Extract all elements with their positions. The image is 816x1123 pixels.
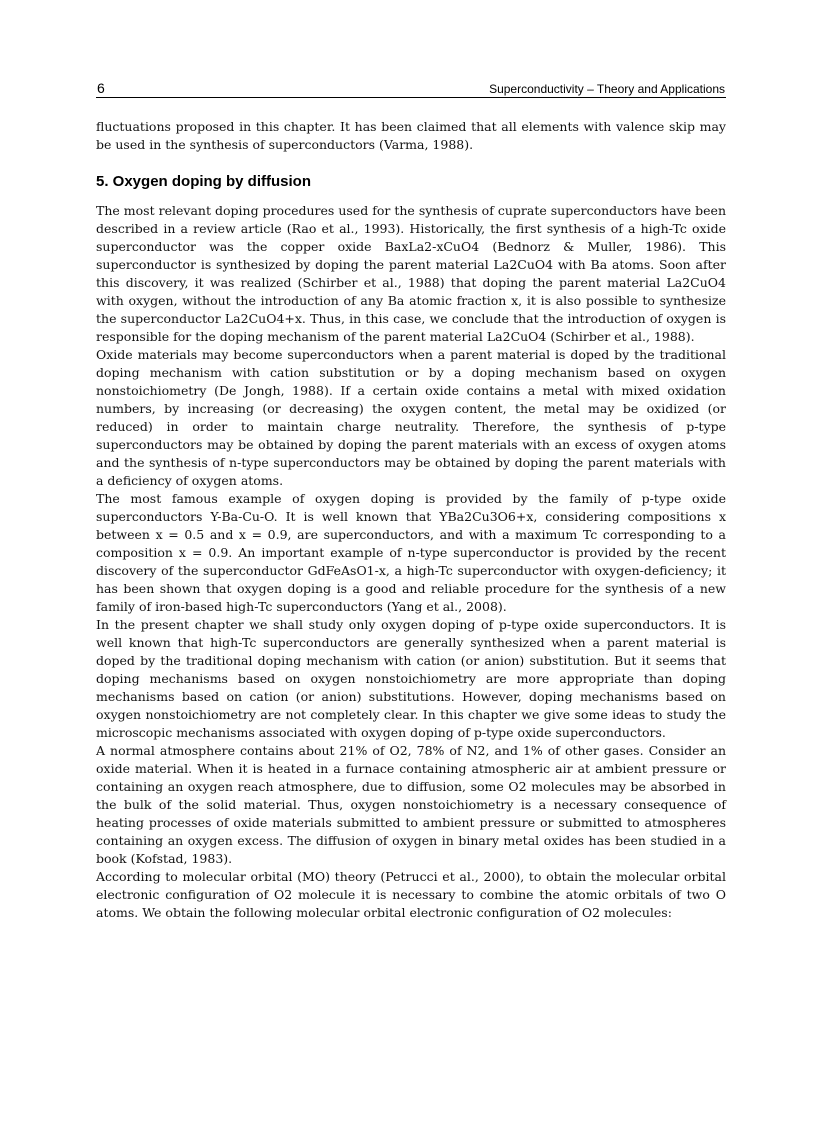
paragraph-1: The most relevant doping procedures used for the synthesis of cuprate superconductors have been described in a review article (Rao et al., 1993). Historically, the first synthesis of a high-Tc oxide superconductor was the copper oxide BaxLa2-xCuO4 (Bednorz & Muller, 1986). This superconductor is synthesized by doping the parent material La2CuO4 with Ba atoms. Soon after this discovery, it was realized (Schirber et al., 1988) that doping the parent material La2CuO4 with oxygen, without the introduction of any Ba atomic fraction x, it is also possible to synthesize the superconductor La2CuO4+x. Thus, in this case, we conclude that the introduction of oxygen is responsible for the doping mechanism of the parent material La2CuO4 (Schirber et al., 1988). — [96, 203, 726, 344]
page-header — [96, 81, 726, 98]
paragraph-2: Oxide materials may become superconductors when a parent material is doped by the traditional doping mechanism with cation substitution or by a doping mechanism based on oxygen nonstoichiometry (De Jongh, 1988). If a certain oxide contains a metal with mixed oxidation numbers, by increasing (or decreasing) the oxygen content, the metal may be oxidized (or reduced) in order to maintain charge neutrality. Therefore, the synthesis of p-type superconductors may be obtained by doping the parent materials with an excess of oxygen atoms and the synthesis of n-type superconductors may be obtained by doping the parent materials with a deficiency of oxygen atoms. — [96, 347, 726, 488]
page-content — [96, 118, 726, 922]
intro-paragraph: fluctuations proposed in this chapter. It has been claimed that all elements with valence skip may be used in the synthesis of superconductors (Varma, 1988). — [96, 119, 726, 152]
running-title: Superconductivity – Theory and Applications — [489, 82, 725, 96]
paragraph-3: The most famous example of oxygen doping is provided by the family of p-type oxide superconductors Y-Ba-Cu-O. It is well known that YBa2Cu3O6+x, considering compositions x between x = 0.5 and x = 0.9, are superconductors, and with a maximum Tc corresponding to a composition x = 0.9. An important example of n-type superconductor is provided by the recent discovery of the superconductor GdFeAsO1-x, a high-Tc superconductor with oxygen-deficiency; it has been shown that oxygen doping is a good and reliable procedure for the synthesis of a new family of iron-based high-Tc superconductors (Yang et al., 2008). — [96, 491, 726, 614]
paragraph-4: In the present chapter we shall study only oxygen doping of p-type oxide superconductors. It is well known that high-Tc superconductors are generally synthesized when a parent material is doped by the traditional doping mechanism with cation (or anion) substitution. But it seems that doping mechanisms based on oxygen nonstoichiometry are more appropriate than doping mechanisms based on cation (or anion) substitutions. However, doping mechanisms based on oxygen nonstoichiometry are not completely clear. In this chapter we give some ideas to study the microscopic mechanisms associated with oxygen doping of p-type oxide superconductors. — [96, 617, 726, 740]
paragraph-5: A normal atmosphere contains about 21% of O2, 78% of N2, and 1% of other gases. Consider an oxide material. When it is heated in a furnace containing atmospheric air at ambient pressure or containing an oxygen reach atmosphere, due to diffusion, some O2 molecules may be absorbed in the bulk of the solid material. Thus, oxygen nonstoichiometry is a necessary consequence of heating processes of oxide materials submitted to ambient pressure or submitted to atmospheres containing an oxygen excess. The diffusion of oxygen in binary metal oxides has been studied in a book (Kofstad, 1983). — [96, 743, 726, 866]
paragraph-6: According to molecular orbital (MO) theory (Petrucci et al., 2000), to obtain the molecular orbital electronic configuration of O2 molecule it is necessary to combine the atomic orbitals of two O atoms. We obtain the following molecular orbital electronic configuration of O2 molecules: — [96, 869, 726, 920]
section-heading: 5. Oxygen doping by diffusion — [96, 173, 312, 190]
page-number: 6 — [97, 80, 105, 96]
